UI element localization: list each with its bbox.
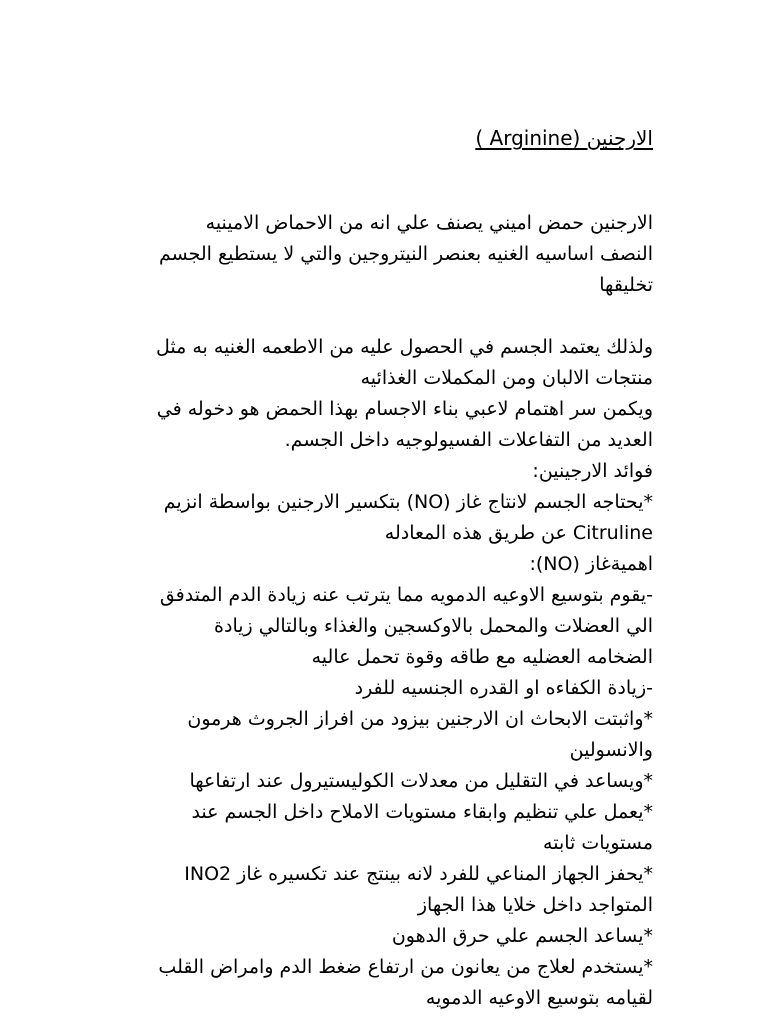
text-line: -يقوم بتوسيع الاوعيه الدمويه مما يترتب عنه زيادة الدم المتدفق: [159, 584, 653, 606]
text-line: ولذلك يعتمد الجسم في الحصول عليه من الاطعمه الغنيه به مثل: [156, 336, 653, 358]
document-body: [108, 208, 653, 1014]
text-line: *واثبتت الابحاث ان الارجنين بيزود من افراز الجروث هرمون: [187, 708, 653, 730]
paragraph-spacer: [108, 301, 653, 332]
text-line: *يعمل علي تنظيم وابقاء مستويات الاملاح داخل الجسم عند: [191, 801, 653, 823]
section-heading-benefits: فوائد الارجينين:: [532, 460, 653, 482]
section-heading-no-importance: اهميةغاز (NO):: [529, 553, 653, 575]
text-line: النصف اساسيه الغنيه بعنصر النيتروجين والتي لا يستطيع الجسم: [159, 243, 653, 265]
text-line: منتجات الالبان ومن المكملات الغذائيه: [360, 367, 653, 389]
text-line: العديد من التفاعلات الفسيولوجيه داخل الجسم.: [284, 429, 653, 451]
text-line: Citruline عن طريق هذه المعادله: [384, 522, 653, 544]
text-line: المتواجد داخل خلايا هذا الجهاز: [417, 894, 653, 916]
text-line: الارجنين حمض اميني يصنف علي انه من الاحماض الامينيه: [205, 212, 653, 234]
text-line: *يستخدم لعلاج من يعانون من ارتفاع ضغط الدم وامراض القلب: [158, 956, 653, 978]
text-line: -زيادة الكفاءه او القدره الجنسيه للفرد: [354, 677, 653, 699]
paragraph-intro: [108, 208, 653, 301]
text-line: الي العضلات والمحمل بالاوكسجين والغذاء وبالتالي زيادة: [214, 615, 653, 637]
text-line: ويكمن سر اهتمام لاعبي بناء الاجسام بهذا الحمض هو دخوله في: [156, 398, 653, 420]
paragraph-benefits: [108, 332, 653, 1014]
text-line: تخليقها: [599, 274, 653, 296]
text-line: الضخامه العضليه مع طاقه وقوة تحمل عاليه: [311, 646, 653, 668]
text-line: والانسولين: [569, 739, 653, 761]
text-line: لقيامه بتوسيع الاوعيه الدمويه: [425, 987, 653, 1009]
text-line: *ويساعد في التقليل من معدلات الكوليستيرول عند ارتفاعها: [189, 770, 653, 792]
document-title: الارجنين (Arginine ): [475, 126, 653, 150]
text-line: *يحفز الجهاز المناعي للفرد لانه بينتج عند تكسيره غاز INO2: [184, 863, 653, 885]
text-line: *يحتاجه الجسم لانتاج غاز (NO) بتكسير الارجنين بواسطة انزيم: [163, 491, 653, 513]
text-line: *يساعد الجسم علي حرق الدهون: [391, 925, 653, 947]
text-line: مستويات ثابته: [543, 832, 653, 854]
